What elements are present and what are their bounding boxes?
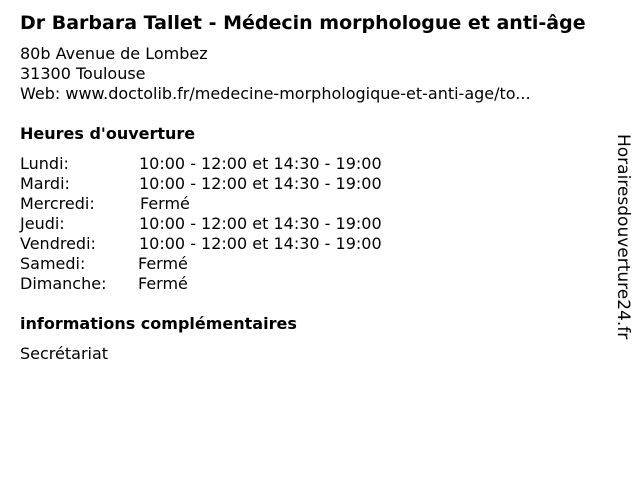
watermark	[611, 134, 635, 346]
day-label: Vendredi:	[20, 234, 96, 253]
day-label: Lundi:	[20, 154, 69, 173]
website-link[interactable]: Web: www.doctolib.fr/medecine-morphologique-et-anti-age/to...	[20, 84, 531, 103]
street-address: 80b Avenue de Lombez	[20, 44, 208, 63]
hours-value: 10:00 - 12:00 et 14:30 - 19:00	[139, 214, 382, 233]
opening-hours-heading: Heures d'ouverture	[20, 124, 196, 143]
additional-info-heading: informations complémentaires	[20, 314, 297, 333]
day-label: Samedi:	[20, 254, 86, 273]
watermark-text: Horairesdouverture24.fr	[613, 134, 633, 340]
hours-value: Fermé	[138, 274, 188, 293]
hours-value: 10:00 - 12:00 et 14:30 - 19:00	[139, 154, 382, 173]
hours-value: Fermé	[138, 254, 188, 273]
day-label: Mardi:	[20, 174, 70, 193]
city-address: 31300 Toulouse	[20, 64, 146, 83]
hours-value: 10:00 - 12:00 et 14:30 - 19:00	[139, 174, 382, 193]
day-label: Dimanche:	[20, 274, 107, 293]
hours-value: Fermé	[140, 194, 190, 213]
address-block	[20, 44, 531, 104]
additional-info-text: Secrétariat	[20, 344, 109, 363]
day-label: Mercredi:	[20, 194, 95, 213]
page-title: Dr Barbara Tallet - Médecin morphologue et anti-âge	[20, 12, 586, 34]
hours-value: 10:00 - 12:00 et 14:30 - 19:00	[139, 234, 382, 253]
day-label: Jeudi:	[20, 214, 65, 233]
